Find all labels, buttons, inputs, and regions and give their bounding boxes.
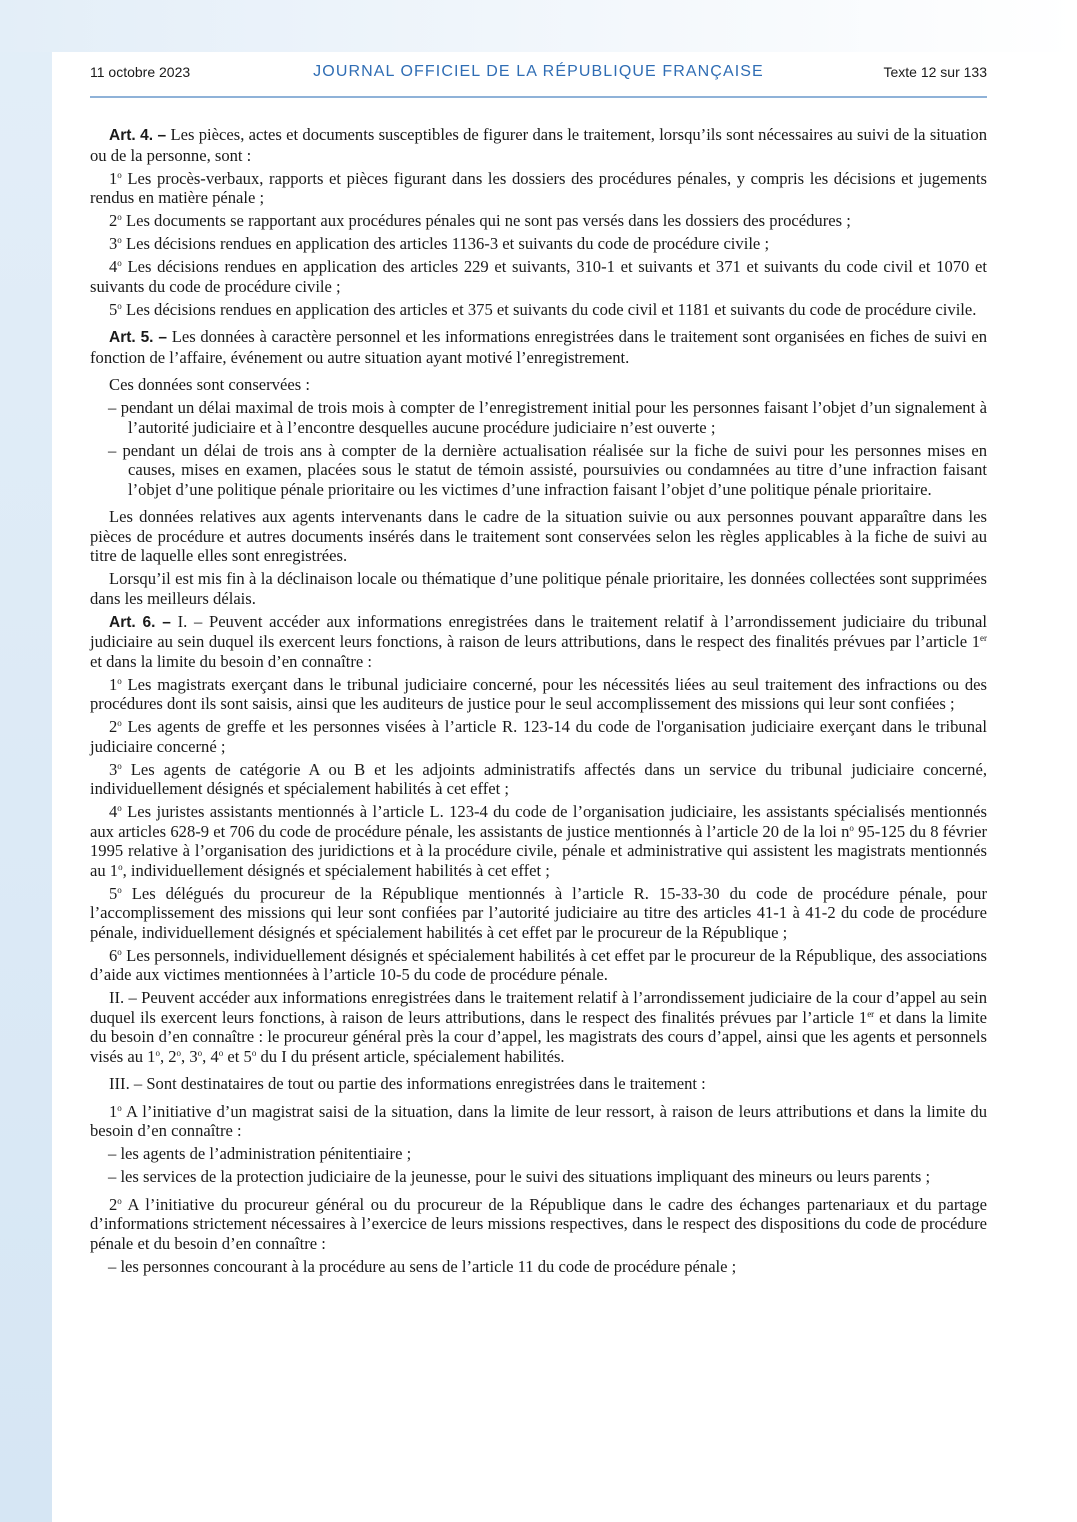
art4-intro: Art. 4. – Les pièces, actes et documents susceptibles de figurer dans le traitement, lorsqu’ils sont nécessaires au suivi de la situation ou de la personne, sont : bbox=[90, 125, 987, 165]
journal-title: JOURNAL OFFICIEL DE LA RÉPUBLIQUE FRANÇAISE bbox=[313, 63, 764, 80]
document-body bbox=[90, 125, 987, 1280]
art6-intro: Art. 6. – I. – Peuvent accéder aux informations enregistrées dans le traitement relatif à l’arrondissement judiciaire du tribunal judiciaire au sein duquel ils exercent leurs fonctions, à raison de leurs attributions, dans le respect des finalités prévues par l’article 1er et dans la limite du besoin d’en connaître : bbox=[90, 611, 987, 671]
art6-s3-item-2: 2$^o$ A l’initiative du procureur général ou du procureur de la République dans le cadre des échanges partenariaux et du partage d’informations strictement nécessaires à l’exercice de leurs missions respectives, dans le respect des dispositions du code de procédure pénale et du besoin d’en connaître : bbox=[90, 1194, 987, 1253]
art4-item-5: 5$^o$ Les décisions rendues en application des articles et 375 et suivants du code civil et 1181 et suivants du code de procédure civile. bbox=[109, 299, 977, 319]
art6-label: Art. 6. – bbox=[109, 613, 171, 631]
art4-item-4: 4$^o$ Les décisions rendues en application des articles 229 et suivants, 310-1 et suivants et 371 et suivants du code civil et 1070 et suivants du code de procédure civile ; bbox=[90, 257, 987, 296]
art5-intro: Art. 5. – Les données à caractère personnel et les informations enregistrées dans le traitement sont organisées en fiches de suivi en fonction de l’affaire, événement ou autre situation ayant motivé l’enregistrement. bbox=[90, 327, 987, 367]
art6-item-4: 4$^o$ Les juristes assistants mentionnés à l’article L. 123-4 du code de l’organisation judiciaire, les assistants spécialisés mentionnés aux articles 628-9 et 706 du code de procédure pénale, les assistants de justice mentionnés à l’article 20 de la loi $n^o$ 95-125 du 8 février 1995 relative à l’organisation des juridictions et à la procédure civile, pénale et administrative qui assistent les magistrats mentionnés au 1$^o$, individuellement désignés et spécialement habilités à cet effet ; bbox=[90, 802, 987, 880]
header-divider bbox=[90, 96, 987, 98]
art6-item-2: 2$^o$ Les agents de greffe et les personnes visées à l’article R. 123-14 du code de l'organisation judiciaire exerçant dans le tribunal judiciaire concerné ; bbox=[90, 717, 987, 756]
art6-item-1: 1$^o$ Les magistrats exerçant dans le tribunal judiciaire concerné, pour les nécessités liées au seul traitement des infractions ou des procédures dont ils sont saisis, ainsi que les auditeurs de justice pour le seul accomplissement des missions qui leur sont confiées ; bbox=[90, 674, 987, 713]
art5-retention-intro: Ces données sont conservées : bbox=[109, 375, 310, 394]
publication-date: 11 octobre 2023 bbox=[90, 64, 191, 80]
art5-agents-paragraph: Les données relatives aux agents intervenants dans le cadre de la situation suivie ou aux personnes pouvant apparaître dans les pièces de procédure et autres documents insérés dans le traitement sont conservées selon les règles applicables à la fiche de suivi au titre de laquelle elles sont enregistrées. bbox=[90, 507, 987, 565]
art4-item-1: 1$^o$ Les procès-verbaux, rapports et pièces figurant dans les dossiers des procédures pénales, y compris les décisions et jugements rendus en matière pénale ; bbox=[90, 168, 987, 207]
art5-dash-2: – pendant un délai de trois ans à compter de la dernière actualisation réalisée sur la fiche de suivi pour les personnes mises en causes, mises en examen, placées sous le statut de témoin assisté, poursuivies ou condamnées au titre d’une infraction faisant l’objet d’une politique pénale prioritaire ou les victimes d’une infraction faisant l’objet d’une politique pénale prioritaire. bbox=[108, 440, 987, 499]
art6-section-2: II. – Peuvent accéder aux informations enregistrées dans le traitement relatif à l’arrondissement judiciaire de la cour d’appel au sein duquel ils exercent leurs fonctions, à raison de leurs attributions, dans le respect des finalités prévues par l’article 1er et dans la limite du besoin d’en connaître : le procureur général près la cour d’appel, les magistrats des cours d’appel, ainsi que les agents et personnels visés au 1$^o$, 2$^o$, 3$^o$, 4$^o$ et 5$^o$ du I du présent article, spécialement habilités. bbox=[90, 988, 987, 1066]
art4-item-2: 2$^o$ Les documents se rapportant aux procédures pénales qui ne sont pas versés dans les dossiers des procédures ; bbox=[109, 211, 851, 230]
art5-label: Art. 5. – bbox=[109, 329, 167, 346]
top-margin-band bbox=[0, 0, 1077, 52]
page-header bbox=[90, 64, 987, 88]
art5-end-paragraph: Lorsqu’il est mis fin à la déclinaison locale ou thématique d’une politique pénale prioritaire, les données collectées sont supprimées dans les meilleurs délais. bbox=[90, 569, 987, 608]
art4-item-3: 3$^o$ Les décisions rendues en application des articles 1136-3 et suivants du code de procédure civile ; bbox=[109, 234, 770, 253]
art4-label: Art. 4. – bbox=[109, 127, 167, 144]
art6-item-3: 3$^o$ Les agents de catégorie A ou B et les adjoints administratifs affectés dans un service du tribunal judiciaire concerné, individuellement désignés et spécialement habilités à cet effet ; bbox=[90, 759, 987, 798]
art6-section-3-intro: III. – Sont destinataires de tout ou partie des informations enregistrées dans le traitement : bbox=[109, 1074, 706, 1093]
art6-item-5: 5$^o$ Les délégués du procureur de la République mentionnés à l’article R. 15-33-30 du code de procédure pénale, pour l’accomplissement des missions qui leur sont confiées par l’autorité judiciaire au titre des articles 41-1 à 41-2 du code de procédure pénale, individuellement désignés et spécialement habilités à cet effet par le procureur de la République ; bbox=[90, 883, 987, 942]
art6-s3-item-1-dash-2: – les services de la protection judiciaire de la jeunesse, pour le suivi des situations impliquant des mineurs ou leurs parents ; bbox=[108, 1167, 931, 1186]
art6-s3-item-1-dash-1: – les agents de l’administration pénitentiaire ; bbox=[108, 1144, 412, 1163]
art6-s3-item-1: 1$^o$ A l’initiative d’un magistrat saisi de la situation, dans la limite de leur ressort, à raison de leurs attributions et dans la limite du besoin d’en connaître : bbox=[90, 1101, 988, 1140]
art5-dash-1: – pendant un délai maximal de trois mois à compter de l’enregistrement initial pour les personnes faisant l’objet d’un signalement à l’autorité judiciaire et à l’encontre desquelles aucune procédure judiciaire n’est ouverte ; bbox=[108, 398, 987, 437]
art6-s3-item-2-dash-1: – les personnes concourant à la procédure au sens de l’article 11 du code de procédure pénale ; bbox=[108, 1256, 737, 1276]
left-margin-band bbox=[0, 0, 52, 1522]
art6-item-6: 6$^o$ Les personnels, individuellement désignés et spécialement habilités à cet effet par le procureur de la République, des associations d’aide aux victimes mentionnées à l’article 10-5 du code de procédure pénale. bbox=[90, 945, 987, 984]
text-counter: Texte 12 sur 133 bbox=[883, 64, 987, 80]
